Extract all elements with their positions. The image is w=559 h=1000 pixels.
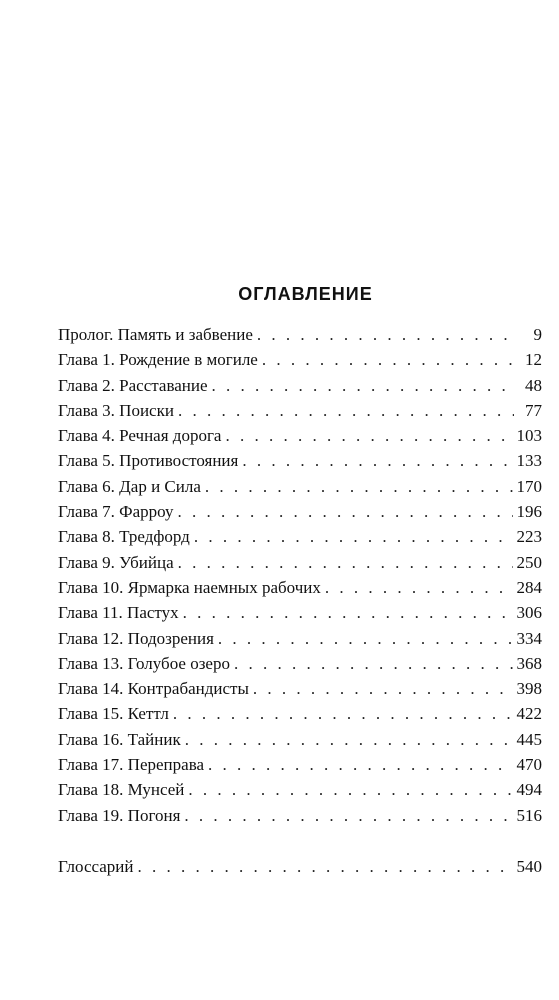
toc-entry — [58, 325, 542, 350]
toc-entry — [58, 451, 542, 476]
toc-entry-page: 170 — [516, 476, 542, 496]
dot-leader — [234, 654, 513, 674]
toc-entry-title: Пролог. Память и забвение — [58, 325, 253, 344]
toc-entry-title: Глава 18. Мунсей — [58, 780, 185, 800]
toc-entry — [58, 780, 542, 805]
toc-entry-page: 196 — [516, 502, 542, 522]
toc-entry — [58, 401, 542, 426]
dot-leader — [205, 477, 513, 497]
toc-entry-page: 77 — [525, 400, 542, 420]
dot-leader — [183, 603, 513, 623]
toc-entry-page: 12 — [525, 350, 542, 370]
toc-entry — [58, 704, 542, 729]
toc-entry-title: Глава 16. Тайник — [58, 729, 181, 749]
toc-entry-page: 48 — [525, 375, 542, 395]
toc-entry-page: 516 — [516, 805, 542, 825]
dot-leader — [185, 730, 513, 750]
toc-entry — [58, 806, 542, 831]
dot-leader — [178, 553, 513, 573]
toc-entry — [58, 578, 542, 603]
toc-entry-glossary — [58, 857, 542, 882]
toc-entry-title: Глава 13. Голубое озеро — [58, 653, 230, 673]
dot-leader — [253, 679, 513, 699]
toc-entry-title: Глава 6. Дар и Сила — [58, 476, 201, 496]
toc-entry — [58, 679, 542, 704]
toc-entry — [58, 553, 542, 578]
dot-leader — [242, 451, 512, 471]
toc-entry-page: 9 — [533, 325, 542, 344]
toc-entry — [58, 426, 542, 451]
table-of-contents — [58, 325, 542, 882]
toc-entry-page: 494 — [516, 780, 542, 800]
dot-leader — [194, 527, 513, 547]
dot-leader — [262, 350, 514, 370]
toc-entry-title: Глава 14. Контрабандисты — [58, 679, 249, 699]
toc-entry-page: 540 — [516, 856, 542, 876]
toc-entry — [58, 603, 542, 628]
toc-entry-page: 103 — [516, 426, 542, 446]
dot-leader — [218, 629, 513, 649]
dot-leader — [325, 578, 513, 598]
toc-entry — [58, 654, 542, 679]
toc-entry-title: Глава 19. Погоня — [58, 805, 181, 825]
toc-entry — [58, 755, 542, 780]
toc-entry-title: Глава 10. Ярмарка наемных рабочих — [58, 577, 321, 597]
toc-entry-page: 133 — [516, 451, 542, 471]
toc-entry-title: Глава 4. Речная дорога — [58, 426, 222, 446]
dot-leader — [225, 426, 512, 446]
toc-entry-title: Глава 2. Расставание — [58, 375, 208, 395]
toc-entry-title: Глоссарий — [58, 856, 134, 876]
toc-entry — [58, 502, 542, 527]
dot-leader — [208, 755, 512, 775]
toc-entry-title: Глава 15. Кеттл — [58, 704, 169, 724]
dot-leader — [188, 780, 512, 800]
toc-entry — [58, 477, 542, 502]
toc-entry-page: 223 — [516, 527, 542, 547]
toc-entry — [58, 527, 542, 552]
dot-leader — [212, 376, 514, 396]
toc-entry-page: 284 — [516, 577, 542, 597]
toc-entry — [58, 730, 542, 755]
toc-entry-title: Глава 9. Убийца — [58, 552, 174, 572]
toc-entry-page: 422 — [516, 704, 542, 724]
toc-entry-title: Глава 1. Рождение в могиле — [58, 350, 258, 370]
dot-leader — [257, 325, 514, 345]
toc-entry-page: 470 — [516, 755, 542, 775]
dot-leader — [184, 806, 512, 826]
toc-entry-page: 368 — [516, 653, 542, 673]
toc-entry — [58, 350, 542, 375]
toc-entry-page: 398 — [516, 679, 542, 699]
toc-entry-title: Глава 12. Подозрения — [58, 628, 214, 648]
toc-entry-title: Глава 5. Противостояния — [58, 451, 239, 471]
toc-entry — [58, 376, 542, 401]
toc-entry-page: 334 — [516, 628, 542, 648]
toc-entry-page: 445 — [516, 729, 542, 749]
toc-entry-page: 250 — [516, 552, 542, 572]
dot-leader — [173, 704, 513, 724]
page-title: ОГЛАВЛЕНИЕ — [238, 284, 373, 304]
toc-entry — [58, 629, 542, 654]
toc-entry-title: Глава 11. Пастух — [58, 603, 179, 623]
toc-entry-title: Глава 17. Переправа — [58, 755, 205, 775]
toc-entry-title: Глава 8. Тредфорд — [58, 527, 190, 547]
dot-leader — [138, 857, 513, 877]
dot-leader — [178, 502, 513, 522]
dot-leader — [178, 401, 514, 421]
toc-entry-page: 306 — [516, 603, 542, 623]
toc-entry-title: Глава 7. Фарроу — [58, 502, 174, 522]
toc-entry-title: Глава 3. Поиски — [58, 400, 174, 420]
